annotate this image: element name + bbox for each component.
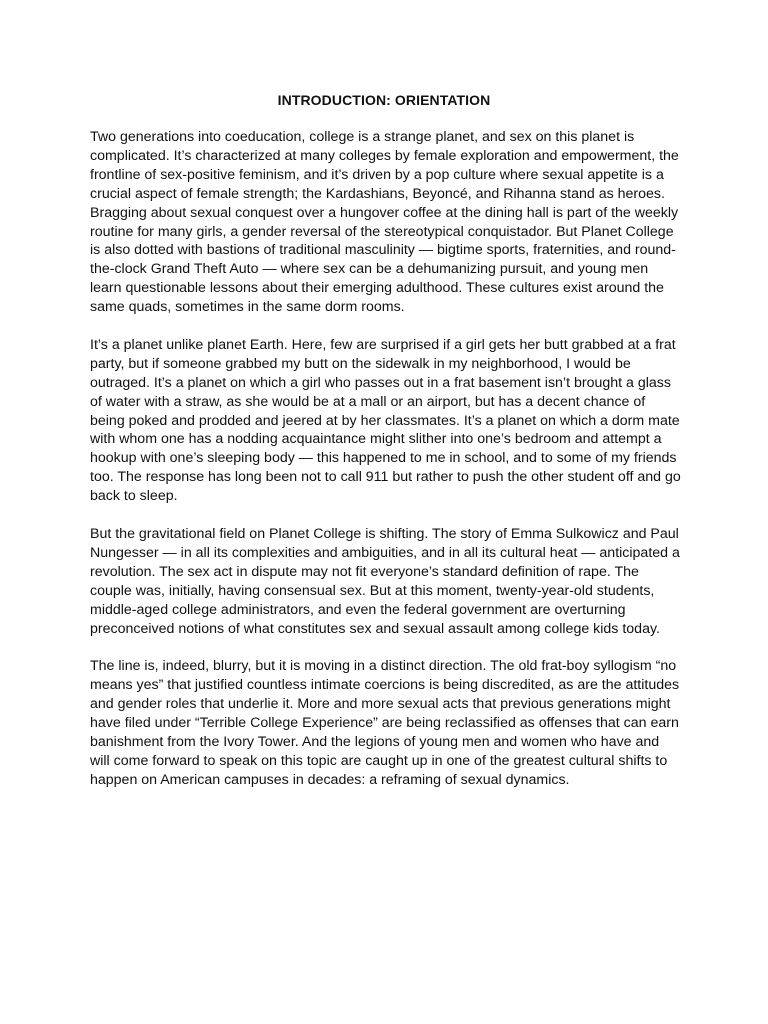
paragraph-3: But the gravitational field on Planet College is shifting. The story of Emma Sulkowicz and Paul Nungesser — in all its complexities and ambiguities, and in all its cultural heat — anticipated a revolution. The sex act in dispute may not fit everyone’s standard definition of rape. The couple was, initially, having consensual sex. But at this moment, twenty-year-old students, middle-aged college administrators, and even the federal government are overturning preconceived notions of what constitutes sex and sexual assault among college kids today. xyxy=(90,526,680,637)
paragraph-2: It’s a planet unlike planet Earth. Here, few are surprised if a girl gets her butt grabbed at a frat party, but if someone grabbed my butt on the sidewalk in my neighborhood, I would be outraged. It’s a planet on which a girl who passes out in a frat basement isn’t brought a glass of water with a straw, as she would be at a mall or an airport, but has a decent chance of being poked and prodded and jeered at by her classmates. It’s a planet on which a dorm mate with whom one has a nodding acquaintance might slither into one’s bedroom and attempt a hookup with one’s sleeping body — this happened to me in school, and to some of my friends too. The response has long been not to call 911 but rather to push the other student off and go back to sleep. xyxy=(90,336,681,505)
document-body xyxy=(90,128,682,809)
paragraph-4: The line is, indeed, blurry, but it is moving in a distinct direction. The old frat-boy syllogism “no means yes” that justified countless intimate coercions is being discredited, as are the attitudes and gender roles that underlie it. More and more sexual acts that previous generations might have filed under “Terrible College Experience” are being reclassified as offenses that can earn banishment from the Ivory Tower. And the legions of young men and women who have and will come forward to speak on this topic are caught up in one of the greatest cultural shifts to happen on American campuses in decades: a reframing of sexual dynamics. xyxy=(90,658,680,788)
paragraph-1: Two generations into coeducation, college is a strange planet, and sex on this planet is complicated. It’s characterized at many colleges by female exploration and empowerment, the frontline of sex-positive feminism, and it’s driven by a pop culture where sexual appetite is a crucial aspect of female strength; the Kardashians, Beyoncé, and Rihanna stand as heroes. Bragging about sexual conquest over a hungover coffee at the dining hall is part of the weekly routine for many girls, a gender reversal of the stereotypical conquistador. But Planet College is also dotted with bastions of traditional masculinity — bigtime sports, fraternities, and round-the-clock Grand Theft Auto — where sex can be a dehumanizing pursuit, and young men learn questionable lessons about their emerging adulthood. These cultures exist around the same quads, sometimes in the same dorm rooms. xyxy=(90,129,679,316)
page-title: INTRODUCTION: ORIENTATION xyxy=(277,92,491,108)
